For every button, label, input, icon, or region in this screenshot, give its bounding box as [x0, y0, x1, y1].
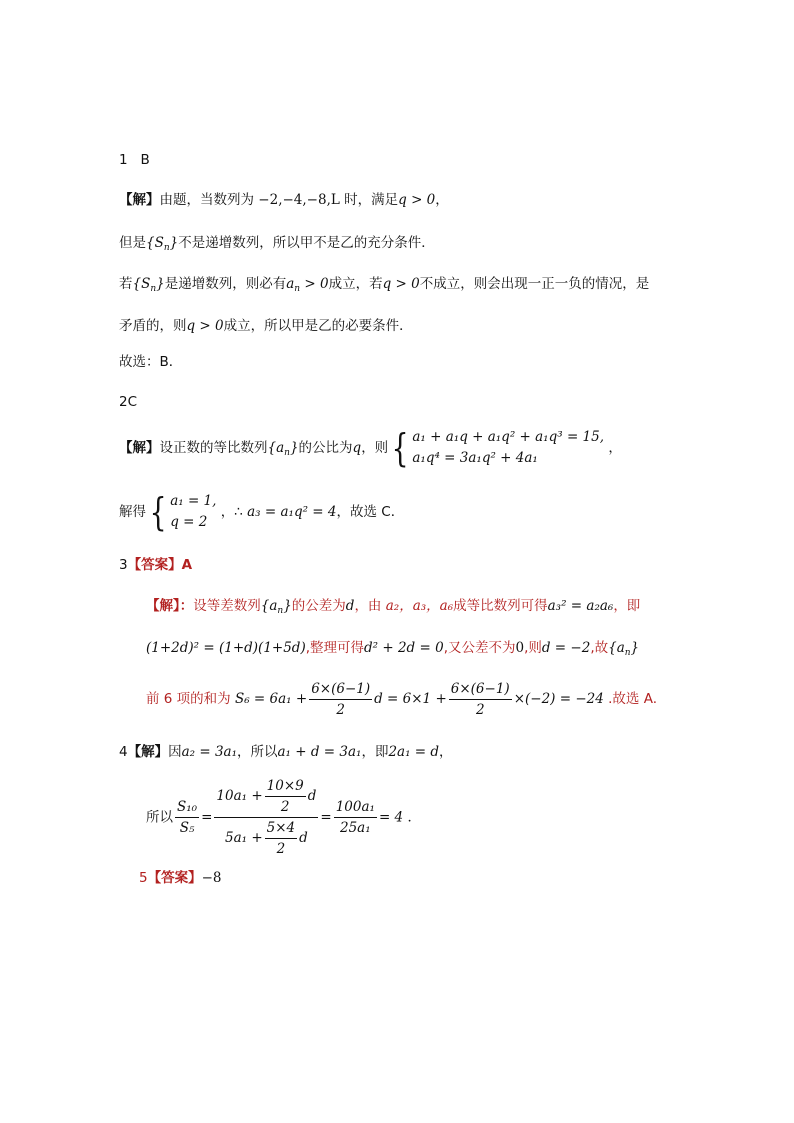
q2-eq2: a₁q⁴ = 3a₁q² + 4a₁ [412, 450, 538, 466]
q2-text: ，∴ [220, 504, 243, 520]
q3-line1 [146, 596, 640, 621]
q3-number: 3 [119, 557, 128, 573]
q1-text: 由题，当数列为 [159, 192, 254, 208]
q3-text: ,整理可得 [305, 640, 365, 656]
q1-text: 不成立，则会出现一正一负的情况，是 [419, 276, 650, 292]
q3-seq: $\{a_n\}$ [260, 598, 292, 616]
q4-solve-tag: 【解】 [127, 744, 169, 760]
q1-set: $\{S_n\}$ [146, 235, 179, 253]
q3-text: ,又公差不为 [443, 640, 516, 656]
q2-solution [170, 491, 216, 533]
q4-text: 所以 [146, 809, 173, 826]
q5-number: 5 [139, 870, 148, 886]
q4-eq3: 2a₁ = d [388, 744, 440, 760]
q3-line3 [146, 676, 657, 722]
q3-text: 成等比数列可得 [453, 598, 548, 614]
q2-result: a₃ = a₁q² = 4 [247, 504, 337, 520]
q4-big-frac: 10a₁ + $\frac{10\times 9}{2}$ d 5a₁ + $\frac{5\times 4}{2}$ d [216, 778, 317, 857]
q4-number: 4 [119, 744, 128, 760]
q2-line2 [119, 490, 404, 534]
q2-system [412, 427, 604, 469]
q3-frac2: $\frac{6\times(6-1)}{2}$ [450, 680, 510, 718]
q2-text: 解得 [119, 504, 146, 520]
q1-text: 矛盾的，则 [119, 318, 187, 334]
q1-text: 成立，若 [328, 276, 383, 292]
q5-line [139, 868, 222, 888]
q4-text: ，所以 [237, 744, 278, 760]
q4-lhs: $\frac{\text{S₁₀}}{\text{S₅}}$ [177, 799, 198, 836]
q1-set: $\{S_n\}$ [132, 276, 165, 294]
q2-text: ，故选 C． [336, 504, 405, 520]
q2-text: 的公比为 [298, 440, 353, 456]
q2-eq1: a₁ + a₁q + a₁q² + a₁q³ = 15, [412, 429, 605, 445]
q3-eq: a₃² = a₂a₆ [547, 598, 614, 614]
q4-text: ， [439, 744, 453, 760]
q3-s6: S₆ = 6a₁ + [234, 691, 308, 707]
q1-condition: q > 0 [398, 192, 436, 208]
q3-end: ×(−2) = −24 [513, 691, 604, 707]
q1-text: ， [435, 192, 449, 208]
q3-text: ,故 [590, 640, 609, 656]
q1-text: 不是递增数列，所以甲不是乙的充分条件． [178, 235, 435, 251]
q3-text: 设等差数列 [193, 598, 261, 614]
q4-line2: 所以 $\frac{\text{S₁₀}}{\text{S₅}}$ = 10a₁ + $\frac{10\times 9}{2}$ d 5a₁ + $\frac{5\times 4}{2}$ d = $\frac{\text{100a₁}}{\text{25a₁}}$ = 4 ． [146, 778, 421, 857]
q3-solve-tag: 【解】： [146, 598, 194, 614]
q1-text: 成立，所以甲是乙的必要条件． [223, 318, 413, 334]
q3-eq4: d = −2 [541, 640, 591, 656]
q3-mid: d = 6×1 + [374, 691, 447, 707]
q1-text: 时，满足 [344, 192, 399, 208]
q1-header [119, 150, 150, 170]
q3-answer-tag: 【答案】A [127, 557, 193, 573]
q1-sequence: −2,−4,−8,L [258, 192, 340, 208]
q2-line1 [119, 426, 622, 475]
left-brace-icon: { [149, 490, 167, 534]
q3-header [119, 555, 192, 575]
q3-text: 前 6 项的和为 [146, 691, 231, 707]
q2-sol1: a₁ = 1, [170, 493, 217, 509]
q3-text: ，由 [354, 598, 382, 614]
q3-eq3: d² + 2d = 0 [364, 640, 444, 656]
q3-eq2: (1+2d)² = (1+d)(1+5d) [146, 640, 306, 656]
q2-text: ， [608, 440, 622, 456]
q1-line5: 故选：B． [119, 354, 183, 370]
q4-text: ，即 [361, 744, 389, 760]
q3-line2 [146, 638, 639, 663]
q3-text: .故选 A. [608, 691, 658, 707]
q2-sol2: q = 2 [170, 514, 208, 530]
q1-line2 [119, 233, 435, 258]
q1-cond1: $a_n > 0$ [286, 276, 329, 294]
q1-cond2: q > 0 [382, 276, 420, 292]
q3-seq2: $\{a_n\}$ [608, 640, 640, 658]
q2-text: 设正数的等比数列 [159, 440, 268, 456]
q1-line1 [119, 190, 449, 210]
q3-d: d [345, 598, 355, 614]
q4-eq2: a₁ + d = 3a₁ [277, 744, 362, 760]
left-brace-icon: { [391, 426, 409, 470]
q3-text: ，即 [613, 598, 641, 614]
q1-line3 [119, 274, 649, 299]
q3-terms: a₂，a₃，a₆ [385, 598, 454, 614]
q1-line4 [119, 316, 413, 336]
q5-answer-tag: 【答案】 [147, 870, 202, 886]
q2-text: ，则 [361, 440, 389, 456]
q3-text: 的公差为 [291, 598, 346, 614]
q2-solve-tag: 【解】 [119, 440, 160, 456]
q1-text: 是递增数列，则必有 [164, 276, 287, 292]
q2-var: q [352, 440, 362, 456]
q4-ratio: $\frac{\text{100a₁}}{\text{25a₁}}$ [335, 799, 375, 836]
q3-zero: 0 [515, 640, 525, 656]
q4-text: ． [407, 809, 421, 826]
q1-number: 1 [119, 152, 128, 168]
q1-cond3: q > 0 [186, 318, 224, 334]
q2-number: 2C [119, 394, 138, 410]
q4-text: 因 [168, 744, 182, 760]
q1-text: 若 [119, 276, 133, 292]
q1-text: 但是 [119, 235, 146, 251]
q3-text: ,则 [524, 640, 542, 656]
q4-line1 [119, 742, 453, 762]
q1-answer: B [140, 152, 150, 168]
q4-eq1: a₂ = 3a₁ [181, 744, 237, 760]
q5-value: −8 [201, 870, 222, 886]
q3-frac1: $\frac{6\times(6-1)}{2}$ [311, 680, 371, 718]
q1-solve-tag: 【解】 [119, 192, 160, 208]
q4-result: = 4 [378, 809, 404, 826]
q2-seq: $\{a_n\}$ [267, 440, 299, 458]
